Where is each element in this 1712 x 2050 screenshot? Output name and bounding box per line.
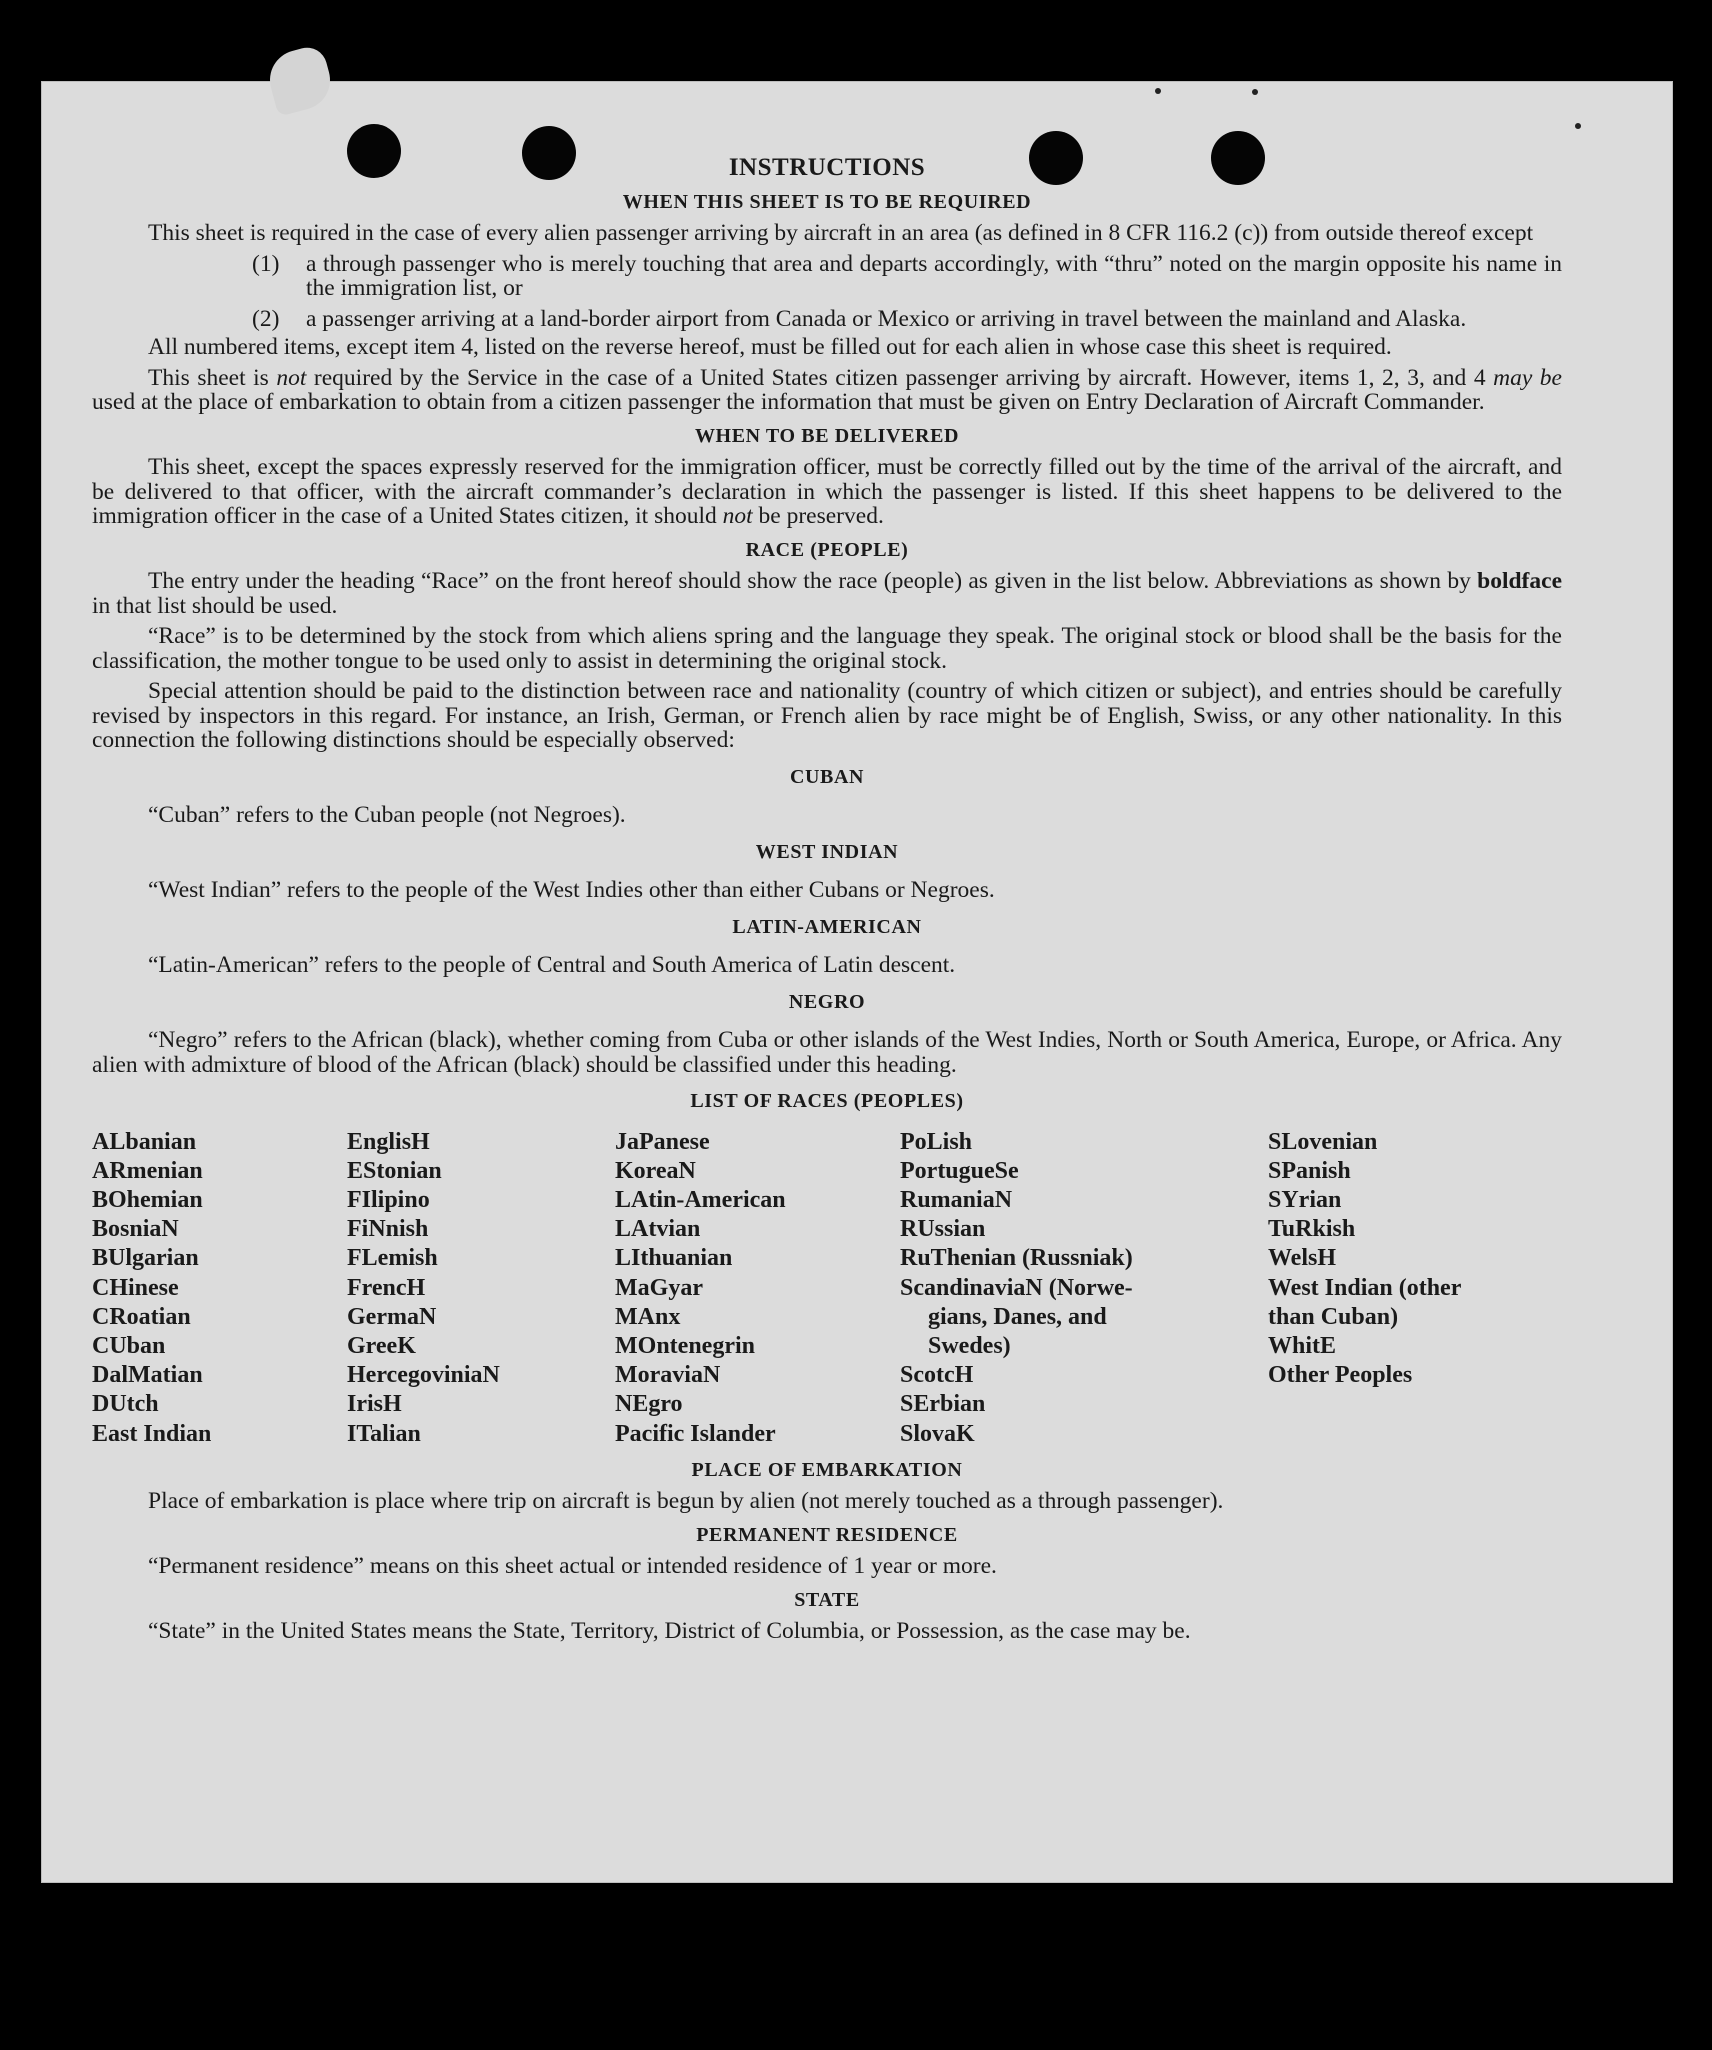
- paragraph: All numbered items, except item 4, listed on the reverse hereof, must be filled out for each alien in whose case this sheet is required.: [148, 334, 1392, 360]
- list-item: West Indian (other: [1268, 1274, 1462, 1301]
- paragraph: “Latin-American” refers to the people of Central and South America of Latin descent.: [148, 952, 956, 978]
- section-heading: RACE (PEOPLE): [745, 538, 909, 561]
- list-item: TuRkish: [1268, 1216, 1356, 1243]
- list-item: Swedes): [928, 1332, 1011, 1359]
- list-item: ScandinaviaN (Norwe-: [900, 1274, 1133, 1301]
- instructions-body: [92, 150, 1562, 1650]
- list-item: Other Peoples: [1268, 1362, 1413, 1389]
- races-column: [1268, 1128, 1562, 1449]
- list-item: SYrian: [1268, 1186, 1342, 1213]
- paragraph: The entry under the heading “Race” on the front hereof should show the race (people) as given in the list below. Abbreviations as shown by boldface in that list should be used.: [92, 568, 1562, 619]
- list-item: than Cuban): [1268, 1303, 1399, 1330]
- list-item: (1) a through passenger who is merely touching that area and departs accordingly, with “thru” noted on the margin opposite his name in the immigration list, or: [252, 250, 1562, 301]
- list-item: RumaniaN: [900, 1186, 1013, 1213]
- list-item: WelsH: [1268, 1245, 1337, 1272]
- list-item: MaGyar: [615, 1274, 703, 1301]
- section-heading: WHEN TO BE DELIVERED: [694, 424, 960, 447]
- list-item: BosniaN: [92, 1216, 179, 1243]
- section-heading: WHEN THIS SHEET IS TO BE REQUIRED: [622, 190, 1032, 213]
- speck: [1252, 89, 1258, 95]
- list-item: PoLish: [900, 1128, 973, 1155]
- list-item: SlovaK: [900, 1420, 975, 1447]
- list-item: MoraviaN: [615, 1362, 721, 1389]
- section-heading: CUBAN: [789, 765, 865, 788]
- list-item: NEgro: [615, 1391, 683, 1418]
- list-item: BOhemian: [92, 1186, 203, 1213]
- list-item: GermaN: [347, 1303, 437, 1330]
- list-item: ALbanian: [92, 1128, 197, 1155]
- section-heading: LIST OF RACES (PEOPLES): [690, 1090, 964, 1112]
- list-item: SErbian: [900, 1391, 986, 1418]
- list-item: Pacific Islander: [615, 1420, 776, 1447]
- list-item: IrisH: [347, 1391, 402, 1418]
- section-heading: LATIN-AMERICAN: [732, 915, 922, 938]
- section-heading: STATE: [794, 1588, 860, 1611]
- list-item: GreeK: [347, 1332, 416, 1359]
- list-item: WhitE: [1268, 1332, 1337, 1359]
- races-column: [615, 1128, 900, 1449]
- paragraph: “Race” is to be determined by the stock from which aliens spring and the language they speak. The original stock or blood shall be the basis for the classification, the mother tongue to be used only to assist in determining the original stock.: [92, 623, 1562, 674]
- paragraph: “Permanent residence” means on this sheet actual or intended residence of 1 year or more.: [148, 1553, 997, 1580]
- list-item: (2) a passenger arriving at a land-border airport from Canada or Mexico or arriving in travel between the mainland and Alaska.: [252, 305, 1467, 332]
- section-heading: NEGRO: [788, 990, 866, 1013]
- paragraph: “West Indian” refers to the people of the West Indies other than either Cubans or Negroes.: [148, 877, 995, 903]
- list-item: ARmenian: [92, 1157, 203, 1184]
- section-heading: PLACE OF EMBARKATION: [691, 1458, 963, 1481]
- page-title: INSTRUCTIONS: [728, 154, 926, 181]
- list-item: HercegoviniaN: [347, 1362, 500, 1389]
- paragraph: “Negro” refers to the African (black), whether coming from Cuba or other islands of the West Indies, North or South America, Europe, or Africa. Any alien with admixture of blood of the African (black) should be classified under this heading.: [92, 1027, 1562, 1078]
- list-item: EnglisH: [347, 1128, 430, 1155]
- races-column: [900, 1128, 1268, 1449]
- list-item: EStonian: [347, 1157, 442, 1184]
- list-item: DUtch: [92, 1391, 159, 1418]
- paragraph: “State” in the United States means the State, Territory, District of Columbia, or Possession, as the case may be.: [148, 1618, 1191, 1645]
- races-column: [92, 1128, 347, 1449]
- list-item: CUban: [92, 1332, 166, 1359]
- list-item: ScotcH: [900, 1362, 974, 1389]
- list-item: BUlgarian: [92, 1245, 199, 1272]
- section-heading: WEST INDIAN: [755, 840, 899, 863]
- list-item: DalMatian: [92, 1362, 203, 1389]
- paragraph: This sheet is not required by the Service in the case of a United States citizen passenger arriving by aircraft. However, items 1, 2, 3, and 4 may be used at the place of embarkation to obtain from a citizen passenger the information that must be given on Entry Declaration of Aircraft Commander.: [92, 364, 1562, 415]
- races-column: [347, 1128, 615, 1449]
- list-item: SPanish: [1268, 1157, 1351, 1184]
- section-heading: PERMANENT RESIDENCE: [696, 1523, 958, 1546]
- speck: [1575, 123, 1581, 129]
- list-item: East Indian: [92, 1420, 212, 1447]
- paragraph: Special attention should be paid to the distinction between race and nationality (country of which citizen or subject), and entries should be carefully revised by inspectors in this regard. For instance, an Irish, German, or French alien by race might be of English, Swiss, or any other nationality. In this connection the following distinctions should be especially observed:: [92, 678, 1562, 753]
- list-item: PortugueSe: [900, 1157, 1019, 1184]
- list-item: LIthuanian: [615, 1245, 733, 1272]
- races-list: [92, 1128, 1562, 1449]
- list-item: RUssian: [900, 1216, 986, 1243]
- list-item: KoreaN: [615, 1157, 696, 1184]
- list-item: LAtvian: [615, 1216, 701, 1243]
- list-item: ITalian: [347, 1420, 421, 1447]
- list-item: MAnx: [615, 1303, 681, 1330]
- list-item: CRoatian: [92, 1303, 191, 1330]
- paragraph: “Cuban” refers to the Cuban people (not Negroes).: [148, 802, 626, 828]
- list-item: SLovenian: [1268, 1128, 1378, 1155]
- list-item: RuThenian (Russniak): [900, 1245, 1133, 1272]
- list-item: LAtin-American: [615, 1186, 786, 1213]
- list-item: gians, Danes, and: [928, 1303, 1107, 1330]
- list-item: FrencH: [347, 1274, 426, 1301]
- paragraph: Place of embarkation is place where trip on aircraft is begun by alien (not merely touched as a through passenger).: [148, 1488, 1224, 1515]
- list-item: JaPanese: [615, 1128, 710, 1155]
- list-item: FiNnish: [347, 1216, 429, 1243]
- list-item: CHinese: [92, 1274, 179, 1301]
- list-item: MOntenegrin: [615, 1332, 755, 1359]
- list-item: FLemish: [347, 1245, 438, 1272]
- paragraph: This sheet, except the spaces expressly reserved for the immigration officer, must be correctly filled out by the time of the arrival of the aircraft, and be delivered to that officer, with the aircraft commander’s declaration in which the passenger is listed. If this sheet happens to be delivered to the immigration officer in the case of a United States citizen, it should not be preserved.: [92, 454, 1562, 529]
- speck: [1155, 88, 1161, 94]
- paragraph: This sheet is required in the case of every alien passenger arriving by aircraft in an area (as defined in 8 CFR 116.2 (c)) from outside thereof except: [148, 220, 1534, 246]
- list-item: FIlipino: [347, 1186, 430, 1213]
